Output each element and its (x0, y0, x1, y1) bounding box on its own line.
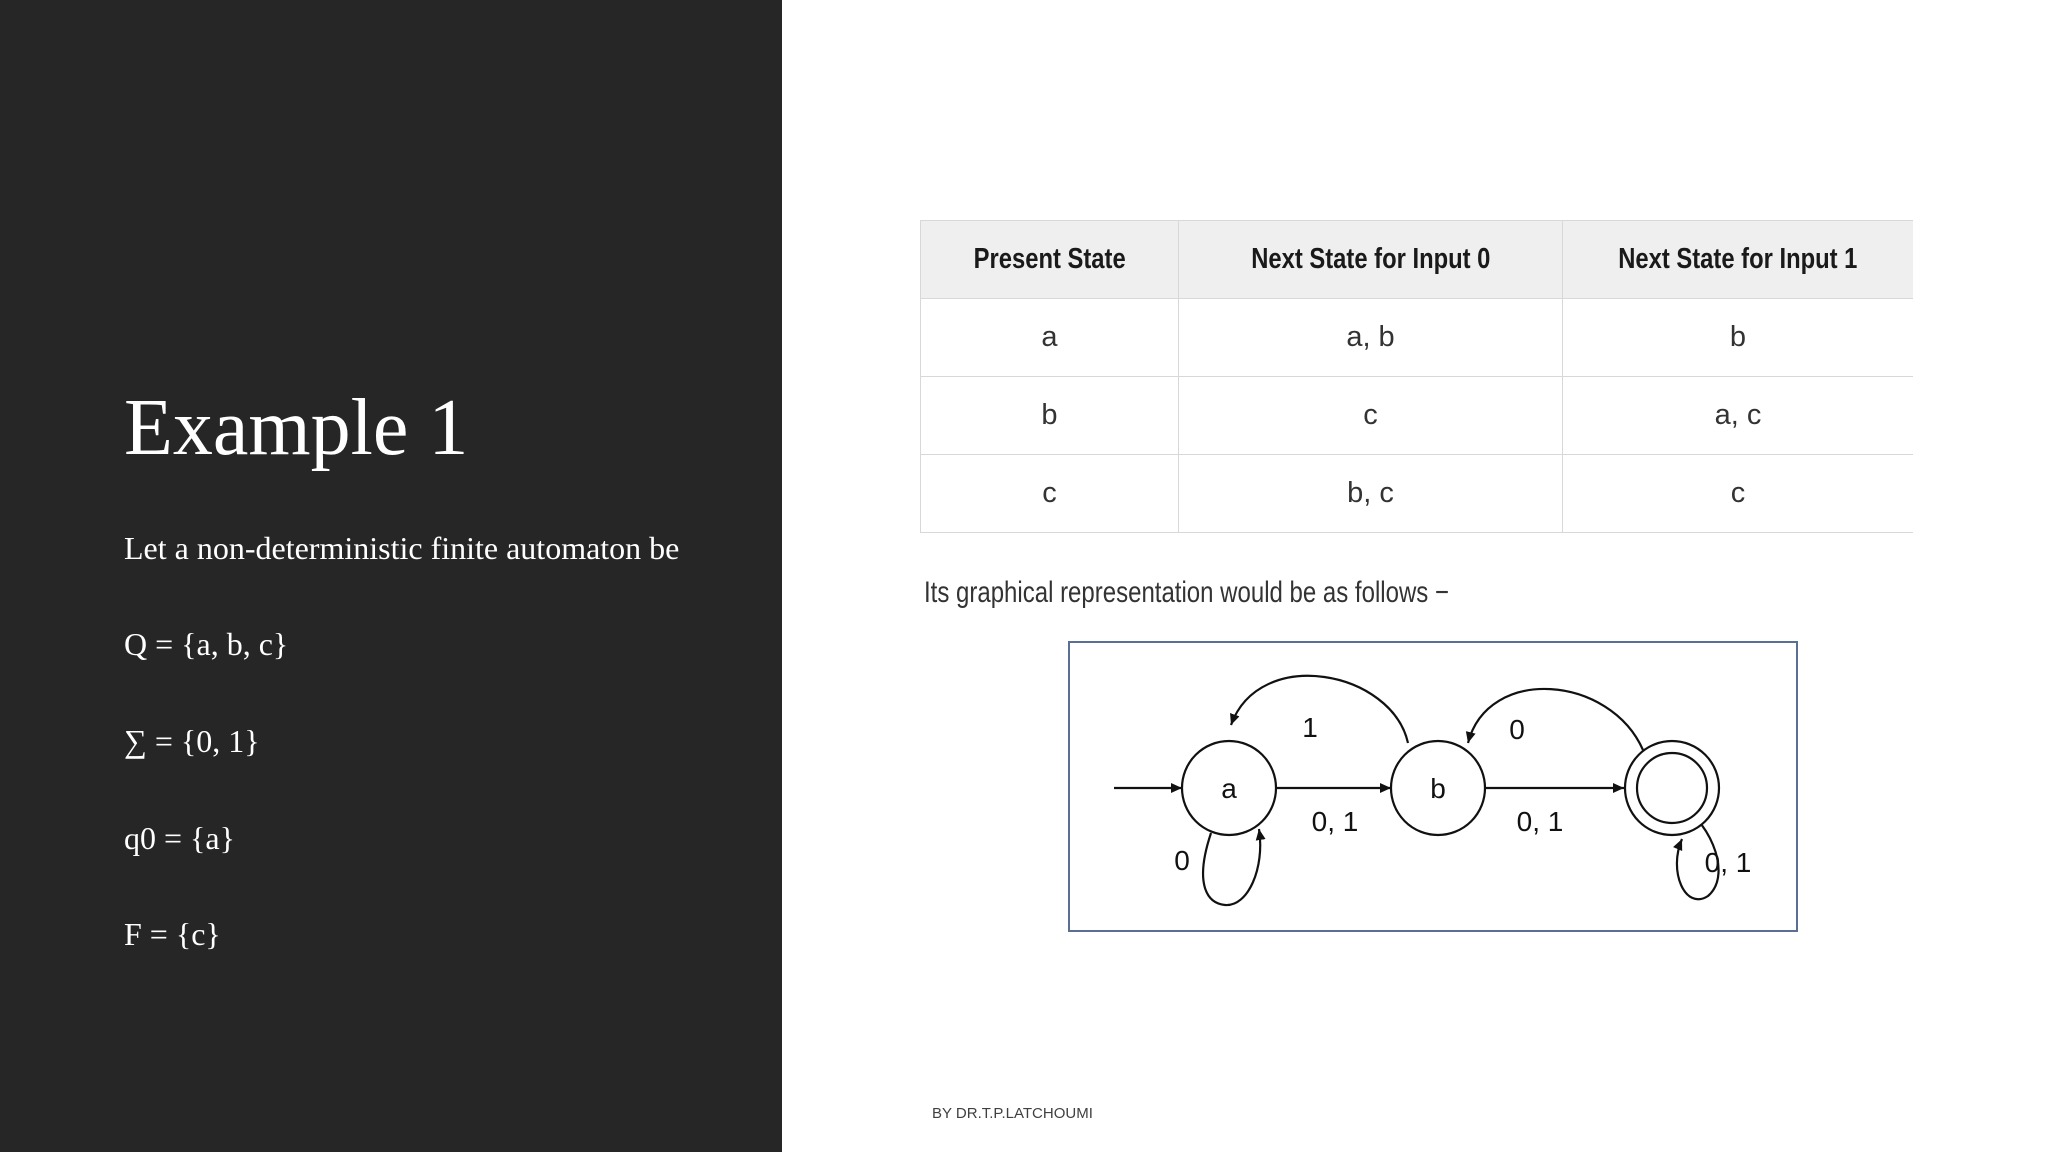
label-a-loop: 0 (1174, 845, 1190, 876)
table-cell: a, b (1179, 299, 1563, 377)
state-diagram-svg (1070, 643, 1796, 930)
intro-line: Let a non-deterministic finite automaton be (124, 530, 680, 566)
diagram-caption: Its graphical representation would be as follows − (924, 576, 1449, 609)
table-row (921, 299, 1914, 377)
alphabet-definition: ∑ = {0, 1} (124, 723, 260, 759)
table-cell: a, c (1563, 377, 1914, 455)
header-present-state (921, 221, 1179, 299)
label-c-loop: 0, 1 (1704, 847, 1752, 878)
header-next-state-1-label: Next State for Input 1 (1618, 243, 1858, 275)
table-header-row (921, 221, 1914, 299)
label-c-to-b: 0 (1509, 714, 1525, 745)
header-present-state-label: Present State (973, 243, 1126, 275)
slide-title: Example 1 (124, 384, 469, 472)
initial-state-definition: q0 = {a} (124, 820, 235, 856)
transition-table (920, 220, 1913, 533)
state-a-label: a (1221, 773, 1237, 804)
footer-author: BY DR.T.P.LATCHOUMI (932, 1105, 1093, 1122)
table-cell: a (921, 299, 1179, 377)
header-next-state-0 (1179, 221, 1563, 299)
table-cell: c (1179, 377, 1563, 455)
table-row (921, 455, 1914, 533)
label-b-to-c: 0, 1 (1516, 806, 1564, 837)
states-definition: Q = {a, b, c} (124, 626, 289, 662)
table-cell: b, c (1179, 455, 1563, 533)
table-cell: c (921, 455, 1179, 533)
table-cell: b (921, 377, 1179, 455)
state-diagram (1068, 641, 1798, 932)
final-states-definition: F = {c} (124, 916, 221, 952)
left-dark-panel (0, 0, 782, 1152)
edge-c-to-b (1468, 689, 1643, 750)
loop-a (1203, 829, 1260, 905)
label-a-to-b: 0, 1 (1311, 806, 1359, 837)
table-row (921, 377, 1914, 455)
table-cell: c (1563, 455, 1914, 533)
header-next-state-1 (1563, 221, 1914, 299)
state-b-label: b (1430, 773, 1446, 804)
edge-b-to-a (1231, 676, 1408, 743)
state-c-inner (1637, 753, 1707, 823)
header-next-state-0-label: Next State for Input 0 (1250, 243, 1491, 275)
label-b-to-a: 1 (1302, 712, 1318, 743)
table-cell: b (1563, 299, 1914, 377)
